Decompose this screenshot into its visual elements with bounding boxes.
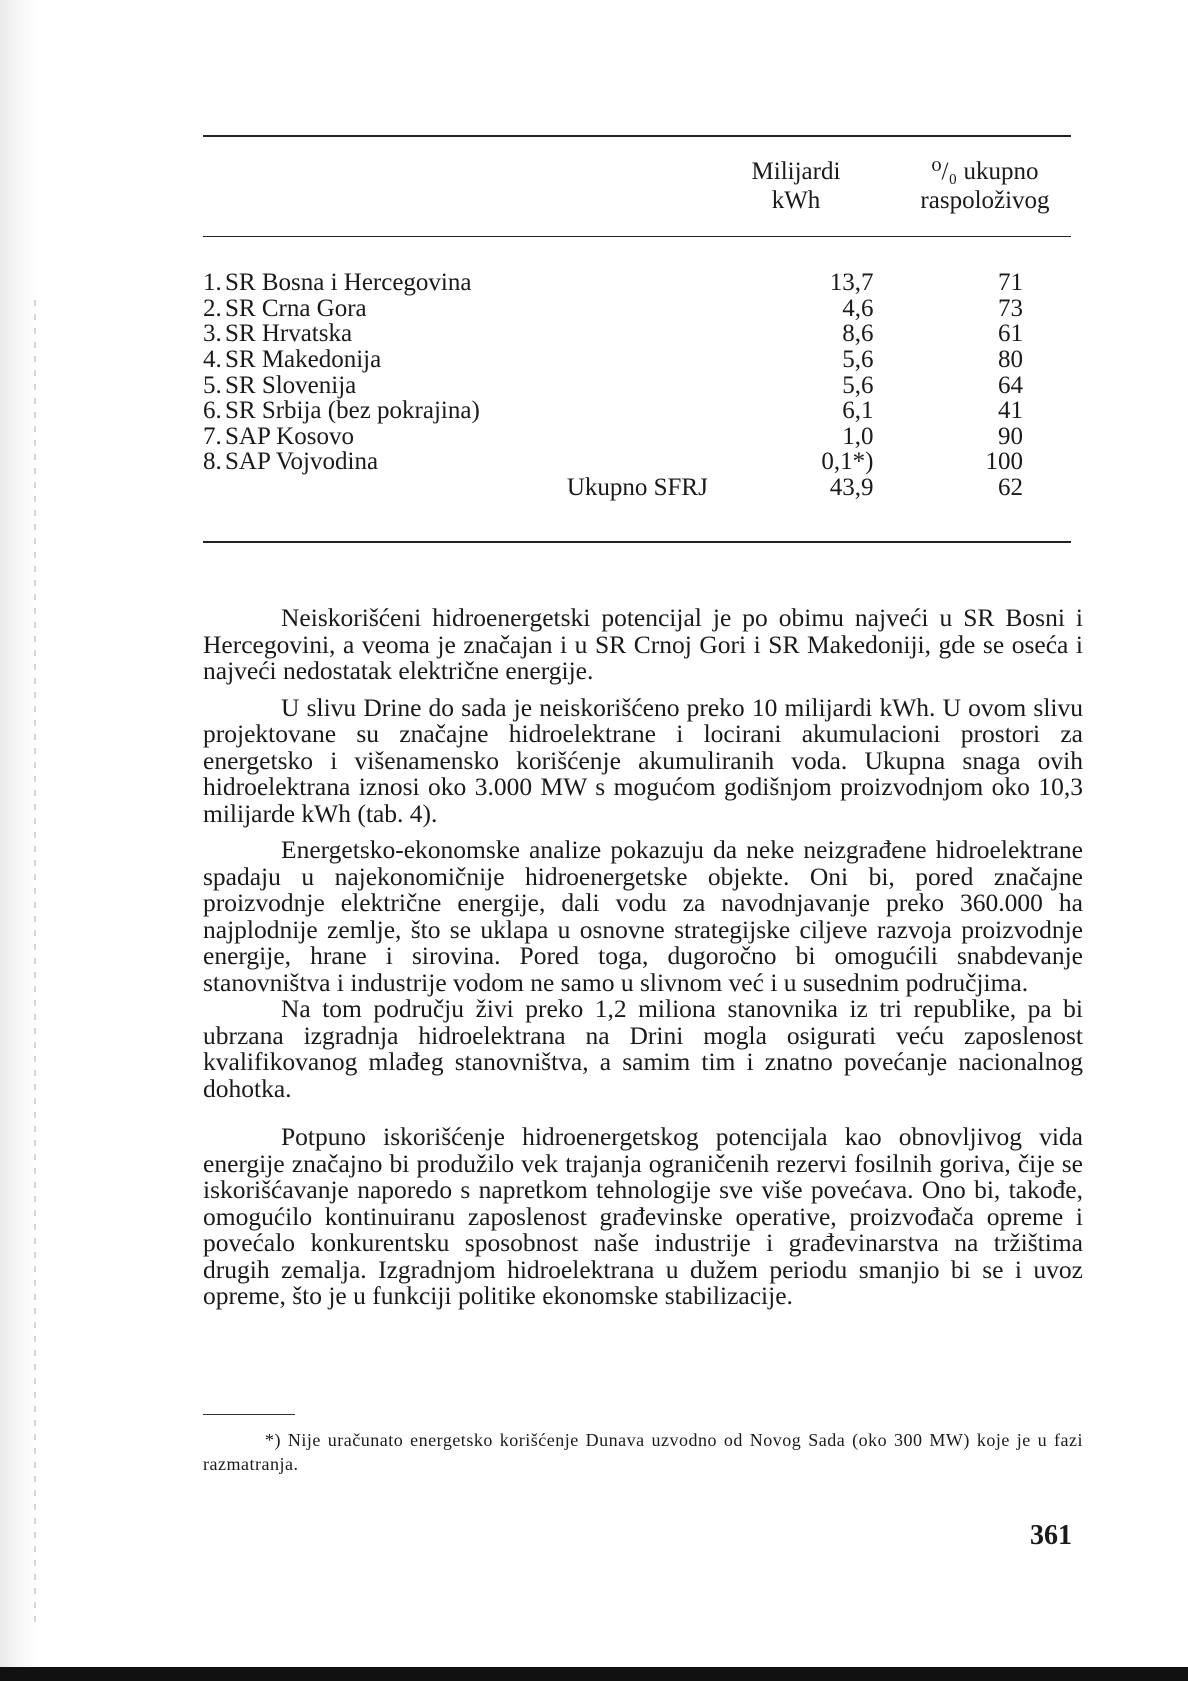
value-percent: 61 bbox=[998, 320, 1023, 348]
region-name: SR Slovenija bbox=[224, 371, 357, 399]
paragraph: Potpuno iskorišćenje hidroenergetskog potencijala kao obnovljivog vida energije značajno bi produžilo vek trajanja ograničenih rezervi fosilnih goriva, čije se iskorišćavanje naporedo s napretkom tehnologije sve više povećava. Ono bi, takođe, omogućilo kontinuiranu zaposlenost građevinske operative, proizvođača opreme i povećalo konkurentsku sposobnost naše industrije i građevinarstva na tržištima drugih zemalja. Izgradnjom hidroelektrana u dužem periodu smanjio bi se i uvoz opreme, što je u funkciji politike ekonomske stabilizacije. bbox=[203, 1122, 1083, 1310]
table-row bbox=[203, 270, 1083, 296]
value-percent: 71 bbox=[998, 269, 1023, 297]
value-percent: 73 bbox=[998, 294, 1023, 322]
region-name: SR Hrvatska bbox=[224, 320, 353, 348]
scan-edge-shadow bbox=[0, 0, 40, 1681]
row-number: 5. bbox=[203, 371, 222, 399]
region-name: SAP Kosovo bbox=[224, 422, 354, 450]
row-number: 8. bbox=[203, 448, 222, 476]
row-number: 6. bbox=[203, 397, 222, 425]
value-percent: 100 bbox=[985, 448, 1023, 476]
table-row bbox=[203, 398, 1083, 424]
table-row bbox=[203, 296, 1083, 322]
region-name: SAP Vojvodina bbox=[224, 448, 379, 476]
column-header-billion-kwh-line1: Milijardi bbox=[751, 158, 841, 185]
value-billion-kwh: 13,7 bbox=[829, 269, 874, 297]
column-header-percent-line2: raspoloživog bbox=[920, 187, 1050, 214]
footnote-rule bbox=[203, 1414, 295, 1415]
value-percent: 41 bbox=[998, 397, 1023, 425]
table-row bbox=[203, 449, 1083, 475]
value-billion-kwh: 5,6 bbox=[842, 371, 874, 399]
column-header-percent-line1: ⁰/₀ ukupno bbox=[931, 158, 1039, 185]
value-billion-kwh: 6,1 bbox=[842, 397, 874, 425]
paragraph: Neiskorišćeni hidroenergetski potencijal je po obimu najveći u SR Bosni i Hercegovini, a veoma je značajan i u SR Crnoj Gori i SR Makedoniji, gde se oseća i najveći nedostatak električne energije. bbox=[203, 603, 1083, 685]
value-percent: 80 bbox=[998, 346, 1023, 374]
region-name: SR Makedonija bbox=[224, 346, 382, 374]
table-bottom-rule bbox=[203, 541, 1071, 543]
paragraph: Na tom području živi preko 1,2 miliona stanovnika iz tri republike, pa bi ubrzana izgradnja hidroelektrana na Drini mogla osigurati veću zaposlenost kvalifikovanog mlađeg stanovništva, a samim tim i znatno povećanje nacionalnog dohotka. bbox=[203, 994, 1083, 1103]
value-percent: 90 bbox=[998, 422, 1023, 450]
total-value-billion-kwh: 43,9 bbox=[829, 474, 874, 502]
page-number: 361 bbox=[1030, 1520, 1072, 1551]
table-row bbox=[203, 372, 1083, 398]
region-name: SR Srbija (bez pokrajina) bbox=[224, 397, 480, 425]
value-billion-kwh: 0,1*) bbox=[821, 448, 874, 476]
value-billion-kwh: 1,0 bbox=[842, 422, 874, 450]
table-row bbox=[203, 321, 1083, 347]
column-header-percent-available bbox=[880, 157, 1090, 215]
region-name: SR Crna Gora bbox=[224, 294, 367, 322]
value-percent: 64 bbox=[998, 371, 1023, 399]
row-number: 7. bbox=[203, 422, 222, 450]
row-number: 1. bbox=[203, 269, 222, 297]
scan-bottom-edge bbox=[0, 1667, 1188, 1681]
total-value-percent: 62 bbox=[998, 474, 1023, 502]
row-number: 2. bbox=[203, 294, 222, 322]
row-number: 4. bbox=[203, 346, 222, 374]
total-label: Ukupno SFRJ bbox=[566, 474, 708, 502]
column-header-billion-kwh-line2: kWh bbox=[771, 187, 821, 214]
table-row bbox=[203, 347, 1083, 373]
value-billion-kwh: 8,6 bbox=[842, 320, 874, 348]
footnote-text: *) Nije uračunato energetsko korišćenje Dunava uzvodno od Novog Sada (oko 300 MW) koje je u fazi razmatranja. bbox=[203, 1430, 1083, 1474]
region-name: SR Bosna i Hercegovina bbox=[224, 269, 472, 297]
paragraph: U slivu Drine do sada je neiskorišćeno preko 10 milijardi kWh. U ovom slivu projektovane su značajne hidroelektrane i locirani akumulacioni prostori za energetsko i višenamensko korišćenje akumuliranih voda. Ukupna snaga ovih hidroelektrana iznosi oko 3.000 MW s mogućom godišnjom proizvodnjom oko 10,3 milijarde kWh (tab. 4). bbox=[203, 692, 1083, 828]
table-row bbox=[203, 424, 1083, 450]
value-billion-kwh: 4,6 bbox=[842, 294, 874, 322]
table-top-rule bbox=[203, 135, 1071, 137]
column-header-billion-kwh bbox=[716, 157, 876, 215]
paragraph: Energetsko-ekonomske analize pokazuju da neke neizgrađene hidroelektrane spadaju u najekonomičnije hidroenergetske objekte. Oni bi, pored značajne proizvodnje električne energije, dali vodu za navodnjavanje preko 360.000 ha najplodnije zemlje, što se uklapa u osnovne strategijske ciljeve razvoja proizvodnje energije, hrane i sirovina. Pored toga, dugoročno bi omogućili snabdevanje stanovništva i industrije vodom ne samo u slivnom već i u susednim područjima. bbox=[203, 835, 1083, 997]
footnote bbox=[203, 1428, 1083, 1476]
value-billion-kwh: 5,6 bbox=[842, 346, 874, 374]
body-text bbox=[203, 605, 1083, 1320]
hydro-potential-table bbox=[203, 270, 1083, 500]
row-number: 3. bbox=[203, 320, 222, 348]
table-total-row bbox=[203, 475, 1083, 501]
table-header-rule bbox=[203, 236, 1071, 237]
